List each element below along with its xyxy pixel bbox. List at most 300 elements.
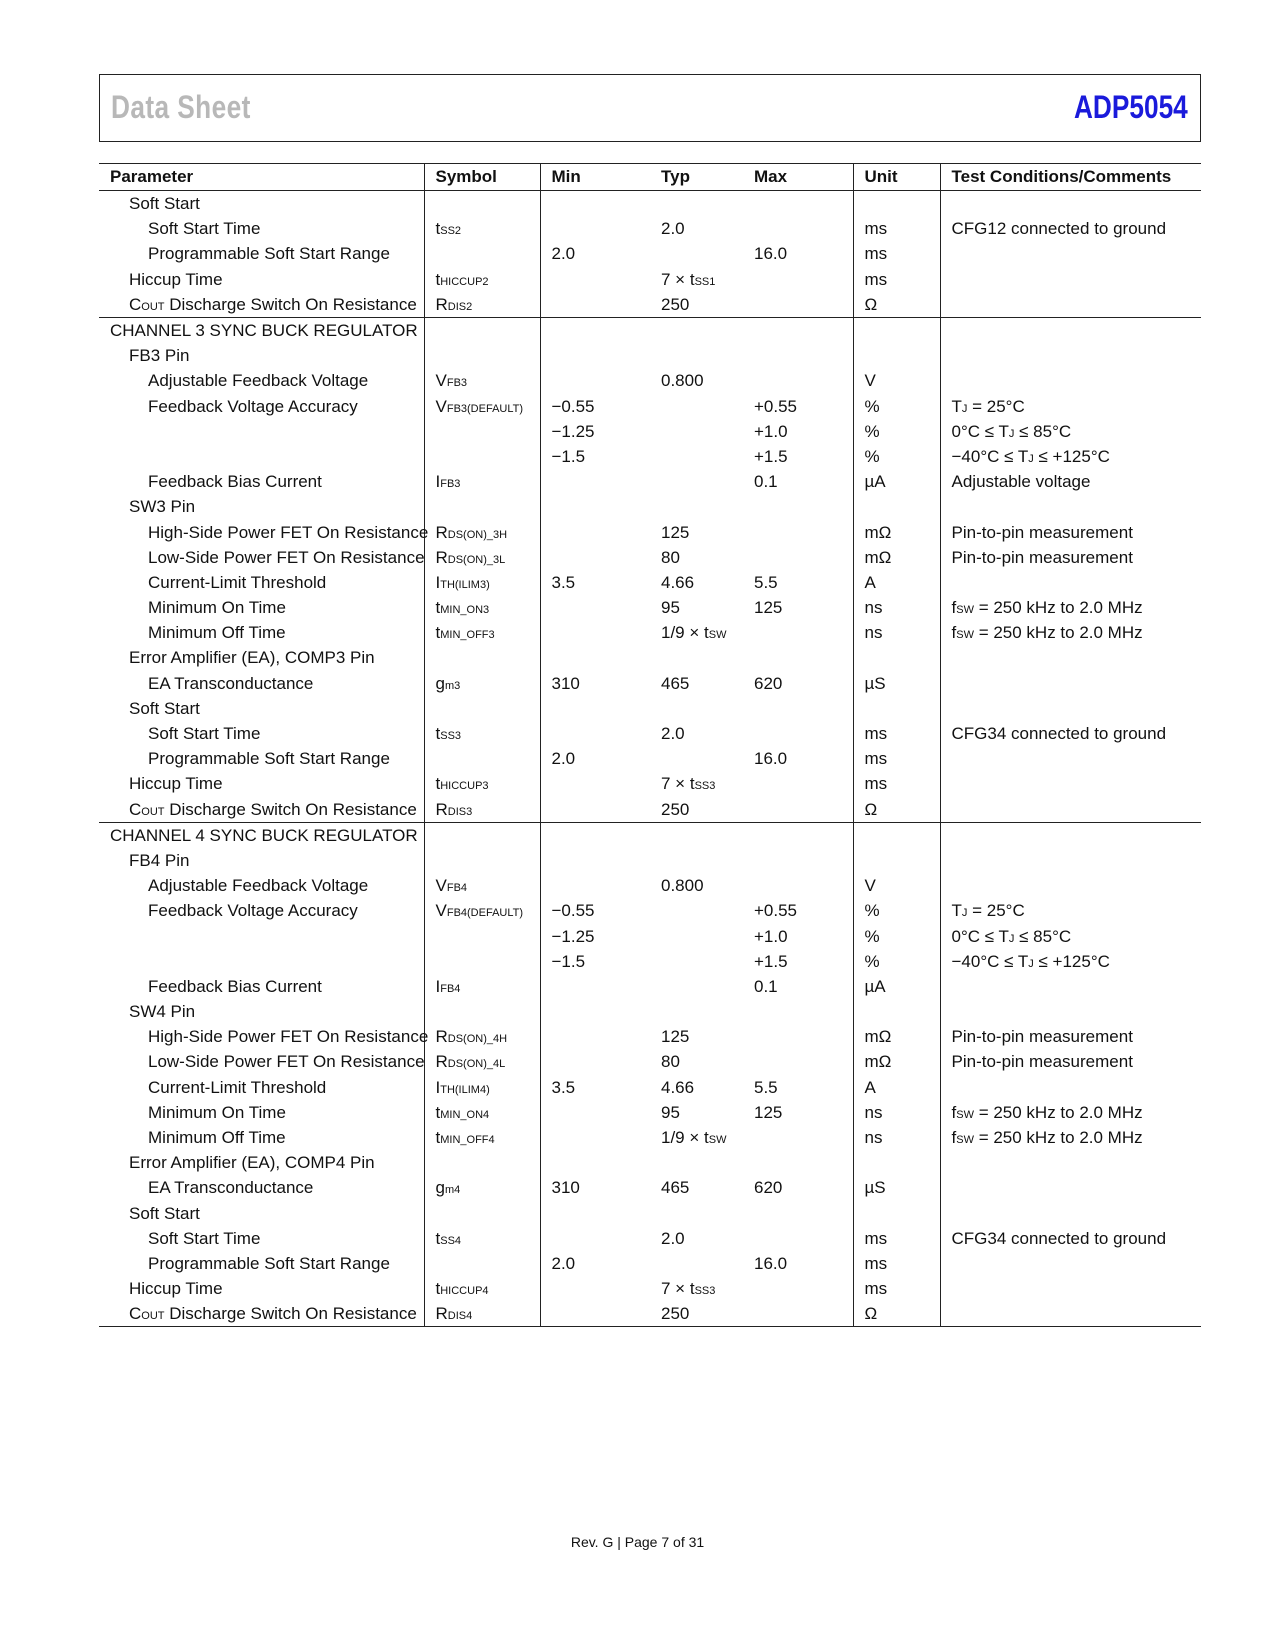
typ-cell (650, 1024, 743, 1049)
unit-value: % (864, 396, 880, 416)
typ-value: 95 (661, 598, 680, 618)
unit-cell (853, 1276, 940, 1301)
unit-cell (853, 974, 940, 999)
symbol-text: R (435, 522, 448, 542)
min-value: 2.0 (551, 244, 576, 264)
symbol-subscript: TH(ILIM3) (440, 578, 490, 591)
unit-cell (853, 1251, 940, 1276)
typ-cell (650, 671, 743, 696)
typ-value: 465 (661, 673, 690, 693)
max-value: +1.0 (754, 421, 788, 441)
param-cell (99, 267, 424, 292)
param-text: Soft Start Time (148, 1228, 261, 1248)
param-text: Feedback Bias Current (148, 472, 322, 492)
symbol-cell (424, 645, 540, 670)
min-cell (540, 999, 650, 1024)
table-row (99, 1175, 1201, 1200)
typ-value: 250 (661, 1304, 690, 1324)
conditions-cell (940, 949, 1201, 974)
unit-value: ns (864, 623, 883, 643)
min-value: −0.55 (551, 396, 595, 416)
page-footer: Rev. G | Page 7 of 31 (570, 1534, 705, 1550)
min-cell (540, 771, 650, 796)
typ-value: 2.0 (661, 1228, 685, 1248)
unit-cell (853, 1075, 940, 1100)
unit-cell (853, 999, 940, 1024)
symbol-cell (424, 494, 540, 519)
max-value: 16.0 (754, 749, 788, 769)
param-text: EA Transconductance (148, 673, 314, 693)
symbol-subscript: DIS2 (447, 300, 473, 313)
typ-cell (650, 317, 743, 343)
param-cell (99, 1175, 424, 1200)
typ-value: 250 (661, 799, 690, 819)
max-cell (743, 873, 853, 898)
max-cell (743, 1175, 853, 1200)
unit-cell (853, 620, 940, 645)
typ-cell (650, 1276, 743, 1301)
symbol-text: I (435, 572, 441, 592)
param-text: EA Transconductance (148, 1178, 314, 1198)
param-text-tail: Discharge Switch On Resistance (164, 1304, 417, 1324)
symbol-subscript: FB3(DEFAULT) (446, 402, 524, 415)
conditions-cell (940, 797, 1201, 823)
max-cell (743, 746, 853, 771)
param-cell (99, 292, 424, 318)
table-row (99, 1251, 1201, 1276)
typ-cell (650, 494, 743, 519)
symbol-cell (424, 519, 540, 544)
min-cell (540, 848, 650, 873)
conditions-subscript: J (961, 907, 968, 920)
param-text: High-Side Power FET On Resistance (148, 522, 429, 542)
max-value: 0.1 (754, 976, 778, 996)
param-cell (99, 595, 424, 620)
param-cell (99, 1251, 424, 1276)
conditions-subscript: J (1008, 932, 1015, 945)
symbol-cell (424, 267, 540, 292)
symbol-subscript: FB3 (440, 478, 461, 491)
symbol-text: t (435, 774, 441, 794)
symbol-text: V (435, 876, 447, 896)
conditions-text: CFG12 connected to ground (951, 219, 1167, 239)
unit-cell (853, 671, 940, 696)
max-cell (743, 343, 853, 368)
conditions-text-tail: = 25°C (967, 901, 1025, 921)
max-cell (743, 1276, 853, 1301)
param-cell (99, 848, 424, 873)
col-header-parameter: Parameter (99, 164, 424, 191)
conditions-cell (940, 570, 1201, 595)
param-text: Minimum On Time (148, 598, 286, 618)
symbol-text: R (435, 799, 448, 819)
conditions-subscript: J (1028, 957, 1034, 970)
conditions-cell (940, 1049, 1201, 1074)
typ-cell (650, 444, 743, 469)
param-text: Minimum On Time (148, 1102, 286, 1122)
table-row (99, 696, 1201, 721)
table-row (99, 898, 1201, 923)
min-cell (540, 645, 650, 670)
typ-cell (650, 746, 743, 771)
param-text: Soft Start Time (148, 219, 261, 239)
conditions-cell (940, 267, 1201, 292)
conditions-text-tail: ≤ 85°C (1014, 926, 1072, 946)
typ-cell (650, 241, 743, 266)
min-value: −1.25 (551, 926, 595, 946)
unit-cell (853, 267, 940, 292)
max-cell (743, 1075, 853, 1100)
max-cell (743, 1150, 853, 1175)
max-cell (743, 317, 853, 343)
typ-cell (650, 873, 743, 898)
conditions-subscript: J (1008, 427, 1015, 440)
conditions-cell (940, 1276, 1201, 1301)
conditions-text-tail: = 250 kHz to 2.0 MHz (973, 598, 1143, 618)
conditions-text: Pin-to-pin measurement (951, 547, 1133, 567)
unit-cell (853, 494, 940, 519)
symbol-text: R (435, 1304, 448, 1324)
unit-value: mΩ (864, 547, 892, 567)
symbol-cell (424, 1276, 540, 1301)
conditions-text: f (951, 623, 957, 643)
table-row (99, 545, 1201, 570)
conditions-text: T (951, 396, 962, 416)
table-row (99, 419, 1201, 444)
max-cell (743, 696, 853, 721)
typ-cell (650, 620, 743, 645)
conditions-cell (940, 822, 1201, 848)
typ-value: 4.66 (661, 1077, 695, 1097)
param-cell (99, 746, 424, 771)
table-row (99, 1100, 1201, 1125)
unit-cell (853, 570, 940, 595)
min-cell (540, 545, 650, 570)
param-text: Current-Limit Threshold (148, 1077, 327, 1097)
typ-cell (650, 721, 743, 746)
min-value: 2.0 (551, 1253, 576, 1273)
conditions-cell (940, 848, 1201, 873)
symbol-cell (424, 974, 540, 999)
symbol-cell (424, 1075, 540, 1100)
param-cell (99, 343, 424, 368)
max-cell (743, 1100, 853, 1125)
table-row (99, 394, 1201, 419)
conditions-cell (940, 645, 1201, 670)
table-row (99, 721, 1201, 746)
typ-subscript: SS1 (694, 275, 716, 288)
symbol-subscript: FB4 (440, 982, 461, 995)
table-row (99, 267, 1201, 292)
unit-cell (853, 822, 940, 848)
symbol-subscript: DIS4 (447, 1310, 473, 1323)
col-header-min: Min (540, 164, 650, 191)
param-text: Feedback Voltage Accuracy (148, 396, 358, 416)
min-cell (540, 469, 650, 494)
param-cell (99, 645, 424, 670)
param-cell (99, 1075, 424, 1100)
max-cell (743, 469, 853, 494)
symbol-cell (424, 292, 540, 318)
max-cell (743, 645, 853, 670)
param-cell (99, 1201, 424, 1226)
min-cell (540, 671, 650, 696)
param-cell (99, 671, 424, 696)
param-text: Low-Side Power FET On Resistance (148, 547, 425, 567)
unit-cell (853, 216, 940, 241)
conditions-text: f (951, 598, 957, 618)
param-cell (99, 721, 424, 746)
min-cell (540, 923, 650, 948)
typ-subscript: SS3 (694, 1285, 716, 1298)
unit-cell (853, 721, 940, 746)
typ-cell (650, 797, 743, 823)
max-value: 125 (754, 598, 783, 618)
symbol-text: V (435, 901, 447, 921)
symbol-cell (424, 1175, 540, 1200)
typ-value: 1/9 × t (661, 1128, 709, 1148)
part-number-title: ADP5054 (1074, 89, 1188, 125)
max-cell (743, 949, 853, 974)
conditions-text: −40°C ≤ T (951, 446, 1029, 466)
param-cell (99, 873, 424, 898)
conditions-cell (940, 595, 1201, 620)
typ-cell (650, 1226, 743, 1251)
max-cell (743, 292, 853, 318)
typ-cell (650, 822, 743, 848)
param-cell (99, 419, 424, 444)
symbol-subscript: DS(ON)_4H (447, 1033, 508, 1046)
conditions-cell (940, 292, 1201, 318)
doc-type-label: Data Sheet (111, 89, 251, 125)
symbol-cell (424, 1024, 540, 1049)
max-value: 5.5 (754, 572, 778, 592)
typ-cell (650, 1201, 743, 1226)
unit-value: µA (864, 976, 886, 996)
conditions-cell (940, 1251, 1201, 1276)
min-value: 3.5 (551, 1077, 576, 1097)
table-row (99, 1201, 1201, 1226)
typ-cell (650, 267, 743, 292)
max-cell (743, 1125, 853, 1150)
symbol-cell (424, 721, 540, 746)
symbol-subscript: HICCUP3 (440, 780, 489, 793)
max-cell (743, 1049, 853, 1074)
conditions-text: CFG34 connected to ground (951, 1228, 1167, 1248)
param-text: Adjustable Feedback Voltage (148, 876, 369, 896)
min-cell (540, 873, 650, 898)
table-row (99, 797, 1201, 823)
table-row (99, 1049, 1201, 1074)
conditions-cell (940, 974, 1201, 999)
conditions-cell (940, 394, 1201, 419)
conditions-cell (940, 898, 1201, 923)
conditions-cell (940, 999, 1201, 1024)
max-value: 620 (754, 673, 783, 693)
conditions-cell (940, 1024, 1201, 1049)
symbol-text: V (435, 396, 447, 416)
param-text: SW3 Pin (129, 497, 196, 517)
symbol-text: V (435, 371, 447, 391)
min-cell (540, 696, 650, 721)
unit-value: ms (864, 1279, 888, 1299)
max-cell (743, 494, 853, 519)
typ-value: 2.0 (661, 219, 685, 239)
max-cell (743, 620, 853, 645)
unit-value: ms (864, 1253, 888, 1273)
symbol-text: t (435, 724, 441, 744)
max-cell (743, 898, 853, 923)
unit-value: ms (864, 244, 888, 264)
typ-value: 125 (661, 522, 690, 542)
symbol-cell (424, 696, 540, 721)
conditions-text: Pin-to-pin measurement (951, 522, 1133, 542)
symbol-cell (424, 1226, 540, 1251)
table-row (99, 1075, 1201, 1100)
param-text: Soft Start (129, 1203, 200, 1223)
typ-value: 465 (661, 1178, 690, 1198)
max-value: +1.5 (754, 951, 788, 971)
param-cell (99, 898, 424, 923)
symbol-subscript: SS4 (440, 1234, 462, 1247)
typ-cell (650, 898, 743, 923)
unit-value: % (864, 421, 880, 441)
max-cell (743, 1226, 853, 1251)
conditions-text: CFG34 connected to ground (951, 724, 1167, 744)
param-cell (99, 519, 429, 544)
typ-cell (650, 1125, 743, 1150)
min-value: 2.0 (551, 749, 576, 769)
symbol-text: t (435, 1102, 441, 1122)
param-text: Feedback Voltage Accuracy (148, 901, 358, 921)
symbol-subscript: HICCUP4 (440, 1285, 489, 1298)
min-cell (540, 1175, 650, 1200)
max-value: 125 (754, 1102, 783, 1122)
unit-cell (853, 368, 940, 393)
unit-cell (853, 1150, 940, 1175)
symbol-cell (424, 949, 540, 974)
max-cell (743, 241, 853, 266)
typ-cell (650, 343, 743, 368)
conditions-cell (940, 923, 1201, 948)
table-row (99, 1125, 1201, 1150)
min-cell (540, 721, 650, 746)
min-cell (540, 1024, 650, 1049)
max-cell (743, 974, 853, 999)
col-header-symbol: Symbol (424, 164, 540, 191)
symbol-cell (424, 368, 540, 393)
param-cell (99, 923, 424, 948)
max-cell (743, 545, 853, 570)
conditions-cell (940, 721, 1201, 746)
symbol-subscript: DS(ON)_3L (447, 553, 506, 566)
table-header-row (99, 164, 1201, 191)
param-text: Programmable Soft Start Range (148, 749, 390, 769)
symbol-cell (424, 1201, 540, 1226)
min-cell (540, 1251, 650, 1276)
min-cell (540, 368, 650, 393)
table-row (99, 343, 1201, 368)
typ-value: 7 × t (661, 774, 695, 794)
typ-subscript: SW (708, 629, 727, 642)
symbol-text: I (435, 976, 441, 996)
conditions-subscript: J (1028, 452, 1034, 465)
param-cell (99, 1226, 424, 1251)
param-cell (99, 241, 424, 266)
min-cell (540, 1125, 650, 1150)
typ-cell (650, 999, 743, 1024)
param-cell (99, 771, 424, 796)
table-row (99, 494, 1201, 519)
min-value: 310 (551, 673, 580, 693)
param-text: Programmable Soft Start Range (148, 244, 390, 264)
max-cell (743, 1201, 853, 1226)
typ-cell (650, 469, 743, 494)
typ-cell (650, 394, 743, 419)
max-cell (743, 1301, 853, 1327)
typ-cell (650, 191, 743, 217)
unit-value: A (864, 1077, 876, 1097)
max-value: 16.0 (754, 244, 788, 264)
unit-value: V (864, 371, 876, 391)
table-row (99, 292, 1201, 318)
typ-value: 80 (661, 1052, 680, 1072)
param-cell (99, 1301, 424, 1327)
max-value: 5.5 (754, 1077, 778, 1097)
conditions-text-tail: = 25°C (967, 396, 1025, 416)
param-text: Current-Limit Threshold (148, 572, 327, 592)
param-text: FB3 Pin (129, 346, 190, 366)
min-cell (540, 317, 650, 343)
param-cell (99, 216, 424, 241)
typ-cell (650, 974, 743, 999)
table-row (99, 974, 1201, 999)
conditions-text-tail: = 250 kHz to 2.0 MHz (973, 623, 1143, 643)
symbol-cell (424, 241, 540, 266)
symbol-cell (424, 771, 540, 796)
param-text: Minimum Off Time (148, 623, 286, 643)
min-cell (540, 519, 650, 544)
conditions-cell (940, 494, 1201, 519)
max-cell (743, 570, 853, 595)
unit-cell (853, 1024, 940, 1049)
symbol-text: R (435, 1052, 448, 1072)
param-text: Adjustable Feedback Voltage (148, 371, 369, 391)
param-cell (99, 822, 424, 848)
min-cell (540, 1301, 650, 1327)
typ-cell (650, 216, 743, 241)
symbol-subscript: MIN_ON4 (440, 1108, 490, 1121)
max-value: +1.0 (754, 926, 788, 946)
typ-value: 7 × t (661, 1279, 695, 1299)
param-subscript: OUT (141, 1310, 165, 1323)
conditions-cell (940, 873, 1201, 898)
param-text-tail: Discharge Switch On Resistance (164, 294, 417, 314)
symbol-subscript: FB4 (446, 882, 468, 895)
unit-cell (853, 746, 940, 771)
unit-value: Ω (864, 799, 878, 819)
symbol-text: I (435, 1077, 441, 1097)
param-text: Minimum Off Time (148, 1128, 286, 1148)
symbol-text: R (435, 547, 448, 567)
table-row (99, 999, 1201, 1024)
table-row (99, 949, 1201, 974)
conditions-text-tail: = 250 kHz to 2.0 MHz (973, 1102, 1143, 1122)
param-text: SW4 Pin (129, 1002, 196, 1022)
typ-cell (650, 519, 743, 544)
typ-cell (650, 1049, 743, 1074)
param-cell (99, 1049, 424, 1074)
